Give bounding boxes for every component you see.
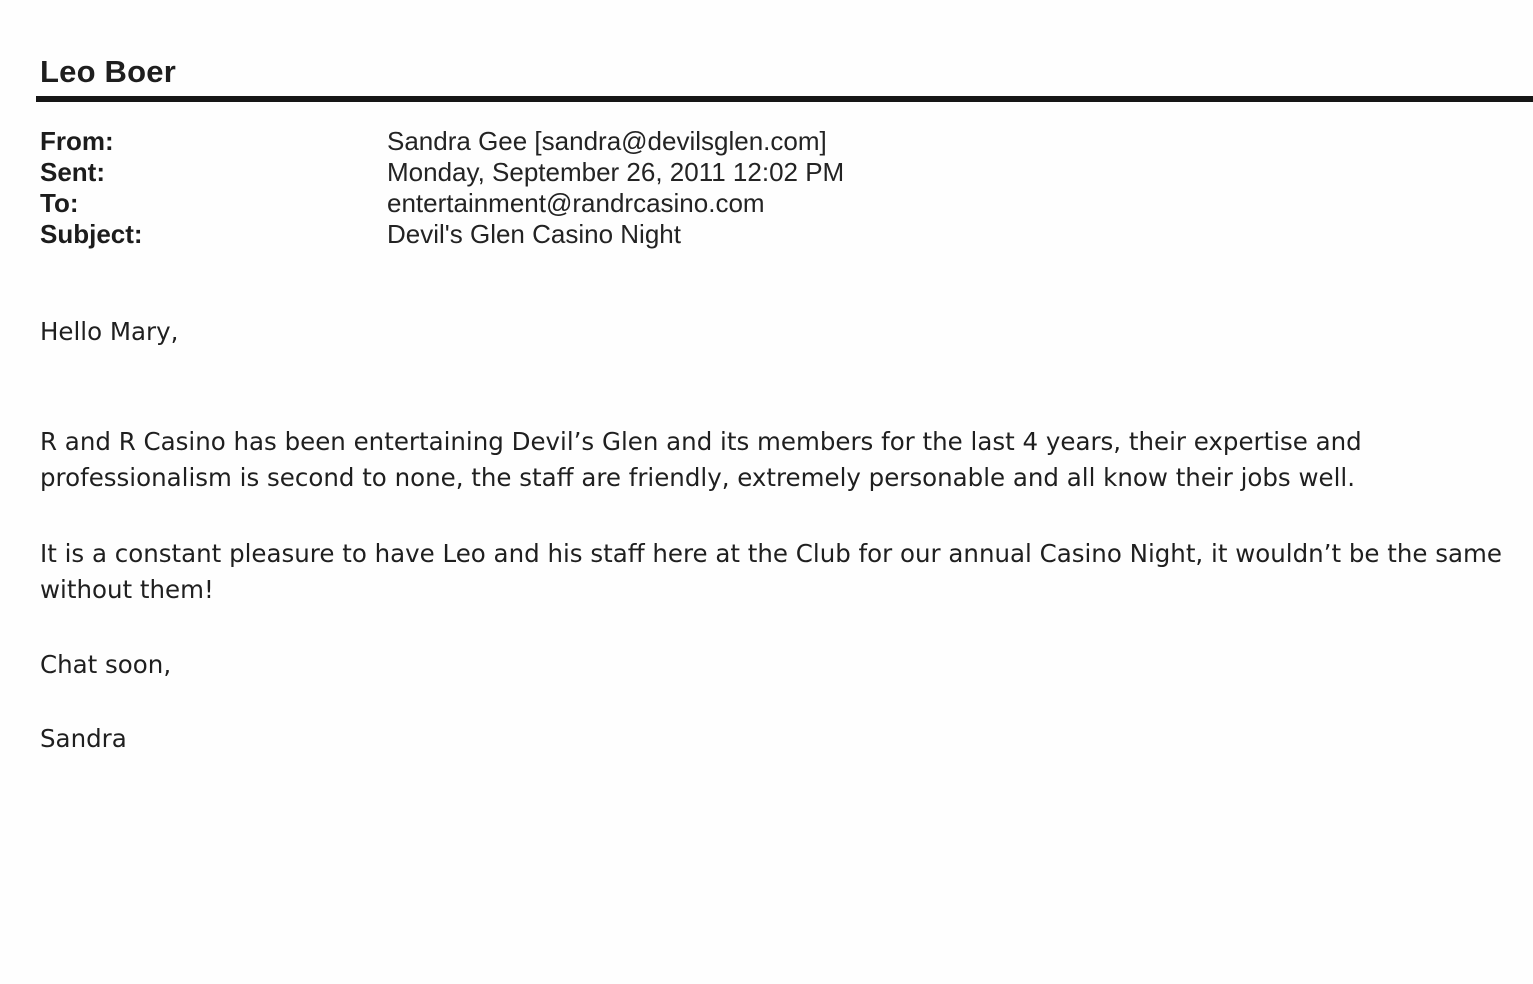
email-signoff: Chat soon, [40, 650, 172, 679]
subject-label: Subject: [40, 219, 143, 249]
paragraph-2-line-1: It is a constant pleasure to have Leo and his staff here at the Club for our annual Casino Night, it wouldn’t be the same [40, 539, 1502, 568]
sent-value: Monday, September 26, 2011 12:02 PM [387, 157, 845, 187]
mailbox-owner-name: Leo Boer [40, 54, 176, 89]
sent-label: Sent: [40, 157, 105, 187]
subject-value: Devil's Glen Casino Night [387, 219, 681, 249]
email-greeting: Hello Mary, [40, 317, 179, 346]
from-value: Sandra Gee [sandra@devilsglen.com] [387, 126, 827, 156]
email-paragraph-2 [40, 536, 1520, 608]
paragraph-2-line-2: without them! [40, 575, 214, 604]
email-signature: Sandra [40, 724, 127, 753]
to-label: To: [40, 188, 79, 218]
header-divider [36, 96, 1533, 102]
paragraph-1-line-1: R and R Casino has been entertaining Devil’s Glen and its members for the last 4 years, their expertise and [40, 427, 1362, 456]
paragraph-1-line-2: professionalism is second to none, the staff are friendly, extremely personable and all know their jobs well. [40, 463, 1355, 492]
email-paragraph-1 [40, 424, 1500, 496]
from-label: From: [40, 126, 114, 156]
to-value: entertainment@randrcasino.com [387, 188, 765, 218]
